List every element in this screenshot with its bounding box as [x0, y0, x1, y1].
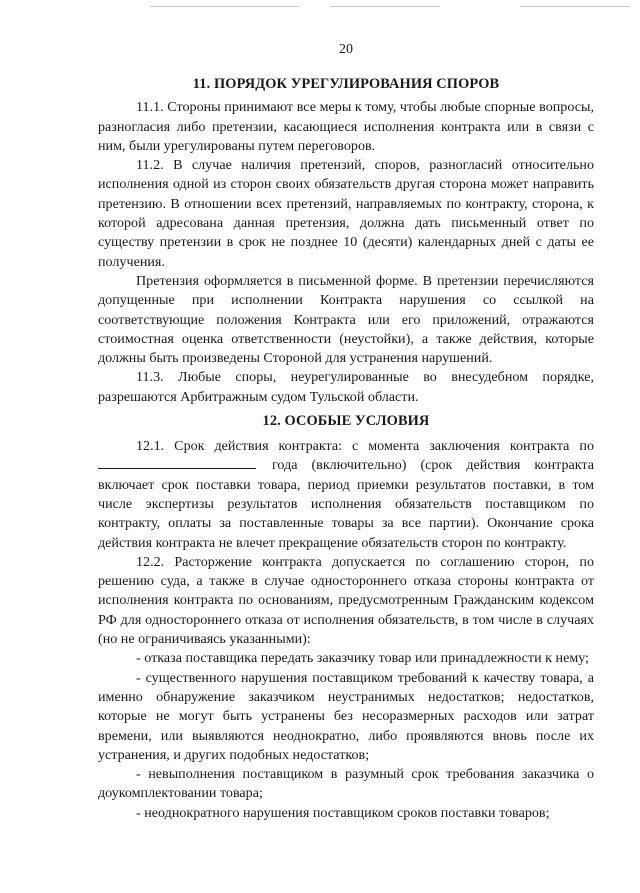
page-number: 20 [339, 42, 353, 57]
paragraph-11-2: 11.2. В случае наличия претензий, споров, разногласий относительно исполнения одной из сторон своих обязательств другая сторона может направить претензию. В отношении всех претензий, направляемых по контракту, сторона, к которой адресована данная претензия, должна дать письменный ответ по существу претензии в срок не позднее 10 (десяти) календарных дней с даты ее получения. [98, 157, 594, 270]
paragraph-11-3: 11.3. Любые споры, неурегулированные во внесудебном порядке, разрешаются Арбитражным судом Тульской области. [98, 369, 594, 405]
section-12-title: 12. ОСОБЫЕ УСЛОВИЯ [262, 413, 430, 430]
scan-edge-line [520, 6, 630, 7]
list-item: - существенного нарушения поставщиком требований к качеству товара, а именно обнаружение заказчиком неустранимых недостатков; недостатков, которые не могут быть устранены без несоразмерных расходов или затрат времени, или выявляются неоднократно, либо проявляются вновь после их устранения, и других подобных недостатков; [98, 669, 594, 763]
list-item: - отказа поставщика передать заказчику товар или принадлежности к нему; [136, 650, 590, 667]
scan-edge-line [330, 6, 440, 7]
paragraph-12-2: 12.2. Расторжение контракта допускается по соглашению сторон, по решению суда, а также в случае одностороннего отказа стороны контракта от исполнения контракта по основаниям, предусмотренным Гражданским кодексом РФ для одностороннего отказа от исполнения обязательств, в том числе в случаях (но не ограничиваясь указанными): [98, 553, 594, 648]
paragraph-12-1 [98, 437, 594, 553]
paragraph-12-1-rest: года (включительно) (срок действия контракта включает срок поставки товара, период приемки результатов поставки, в том числе экспертизы результатов исполнения обязательств поставщиком по контракту, оплаты за поставленные товары за все партии). Окончание срока действия контракта не влечет прекращение обязательств сторон по контракту. [98, 457, 595, 551]
paragraph-12-1-start: 12.1. Срок действия контракта: с момента заключения контракта по [136, 438, 594, 455]
paragraph-claim: Претензия оформляется в письменной форме. В претензии перечисляются допущенные при исполнении Контракта нарушения со ссылкой на соответствующие положения Контракта или его приложений, отражаются стоимостная оценка ответственности (неустойки), а также действия, которые должны быть произведены Стороной для устранения нарушений. [98, 272, 594, 367]
section-11-title: 11. ПОРЯДОК УРЕГУЛИРОВАНИЯ СПОРОВ [192, 76, 500, 93]
list-item: - неоднократного нарушения поставщиком сроков поставки товаров; [136, 804, 550, 821]
list-item: - невыполнения поставщиком в разумный срок требования заказчика о доукомплектовании товара; [98, 766, 594, 802]
blank-date-line [98, 456, 256, 469]
paragraph-11-1: 11.1. Стороны принимают все меры к тому, чтобы любые спорные вопросы, разногласия либо претензии, касающиеся исполнения контракта или в связи с ним, были урегулированы путем переговоров. [98, 99, 594, 154]
document-page [98, 40, 594, 823]
scan-edge-line [150, 6, 300, 7]
